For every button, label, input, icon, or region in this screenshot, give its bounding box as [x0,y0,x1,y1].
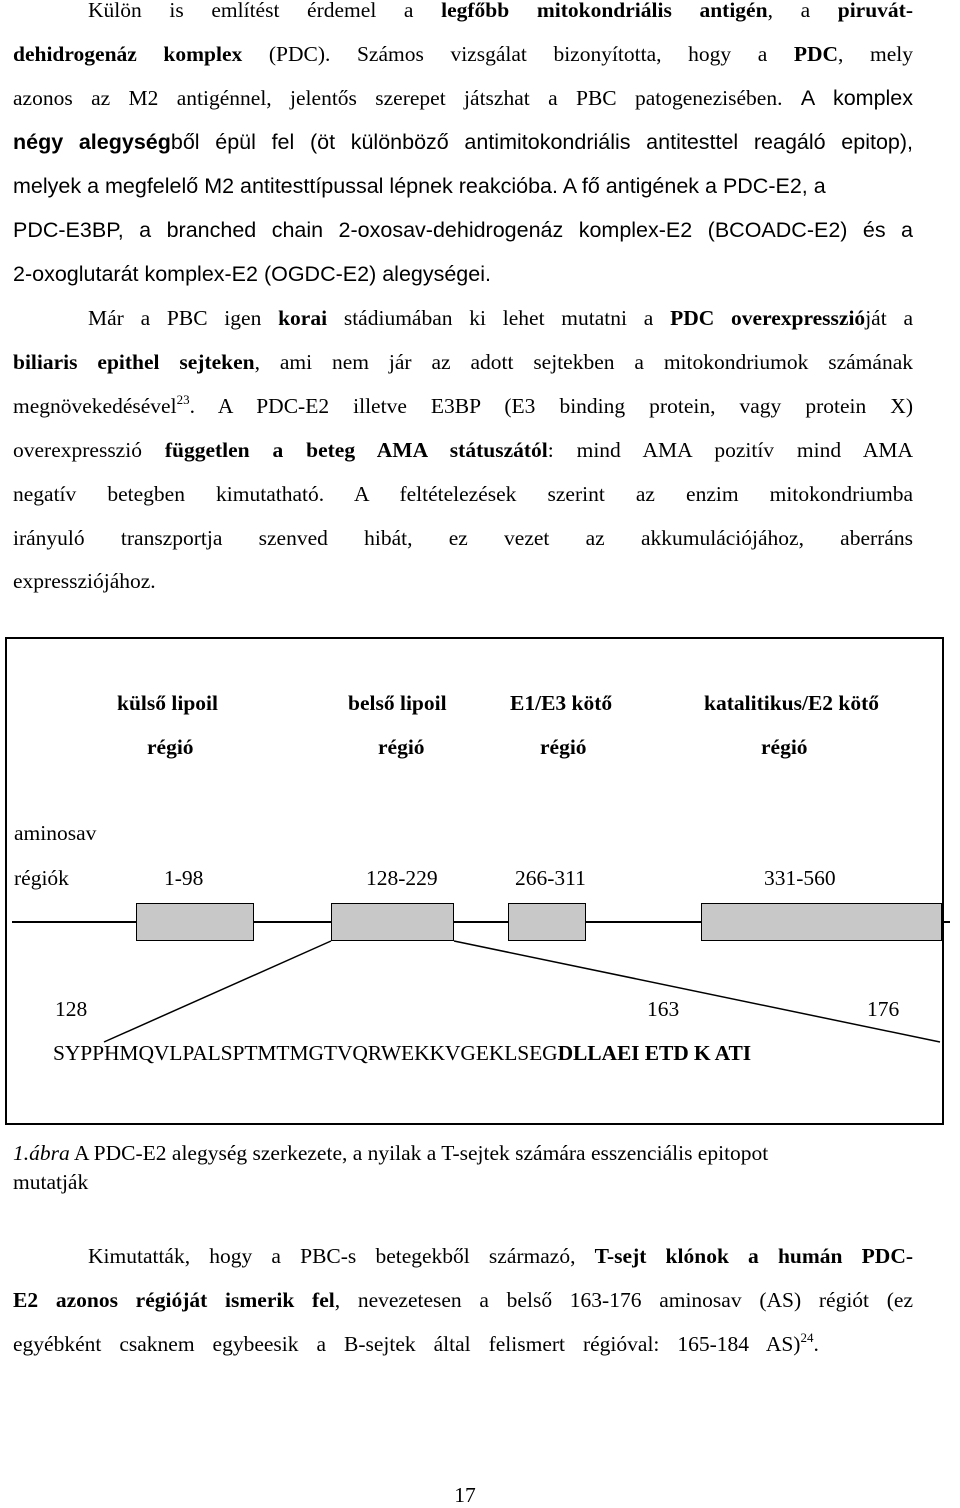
para2-line7: expressziójához. [13,569,156,593]
header-2-line1: belső lipoil [348,691,447,715]
range-4: 331-560 [764,866,836,890]
para3-line3: egyébként csaknem egybeesik a B-sejtek által felismert régióval: 165-184 AS)$^{24}$. [13,1330,819,1356]
range-3: 266-311 [515,866,586,890]
header-3-line1: E1/E3 kötő [510,691,613,715]
para1-line6: PDC-E3BP, a branched chain 2-oxosav-dehidrogenáz komplex-E2 (BCOADC-E2) és a [13,218,913,242]
peptide-sequence: SYPPHMQVLPALSPTMTMGTVQRWEKKVGEKLSEGDLLAEI ETD K ATI [53,1041,751,1065]
para2-line1: Már a PBC igen korai stádiumában ki lehet mutatni a PDC overexpresszióját a [88,306,913,330]
range-2: 128-229 [366,866,438,890]
para3-line2: E2 azonos régióját ismerik fel, nevezetesen a belső 163-176 aminosav (AS) régiót (ez [13,1288,913,1312]
para2-line4: overexpresszió független a beteg AMA státuszától: mind AMA pozitív mind AMA [13,438,913,462]
para3-line1: Kimutatták, hogy a PBC-s betegekből származó, T-sejt klónok a humán PDC- [88,1244,913,1268]
para1-line2: dehidrogenáz komplex (PDC). Számos vizsgálat bizonyította, hogy a PDC, mely [13,42,913,66]
figure-caption-line1: 1.ábra A PDC-E2 alegység szerkezete, a nyilak a T-sejtek számára esszenciális epitopot [13,1141,769,1165]
zoom-line-left [104,941,331,1042]
para1-line4: négy alegységből épül fel (öt különböző antimitokondriális antitesttel reagáló epitop), [13,130,913,154]
pos-start: 128 [55,997,88,1021]
zoom-line-right [454,941,940,1042]
pos-mid: 163 [647,997,680,1021]
para2-line3: megnövekedésével$^{23}$. A PDC-E2 illetve E3BP (E3 binding protein, vagy protein X) [13,392,913,418]
header-3-line2: régió [540,735,587,759]
range-1: 1-98 [164,866,204,890]
para2-line5: negatív betegben kimutatható. A feltételezések szerint az enzim mitokondriumba [13,482,913,506]
para1-line5: melyek a megfelelő M2 antitesttípussal lépnek reakcióba. A fő antigének a PDC-E2, a [13,174,826,198]
para2-line6: irányuló transzportja szenved hibát, ez vezet az akkumulációjához, aberráns [13,526,913,550]
para2-line2: biliaris epithel sejteken, ami nem jár az adott sejtekben a mitokondriumok számának [13,350,913,374]
figure-box [5,637,944,1125]
para1-line3: azonos az M2 antigénnel, jelentős szerepet játszhat a PBC patogenezisében. A komplex [13,86,914,110]
pos-end: 176 [867,997,900,1021]
header-1-line2: régió [147,735,194,759]
page-number: 17 [454,1483,476,1507]
header-1-line1: külső lipoil [117,691,218,715]
row-label-regiok: régiók [14,866,69,890]
row-label-aminosav: aminosav [14,821,97,845]
para1-line1: Külön is említést érdemel a legfőbb mitokondriális antigén, a piruvát- [88,0,913,22]
header-2-line2: régió [378,735,425,759]
header-4-line2: régió [761,735,808,759]
header-4-line1: katalitikus/E2 kötő [704,691,880,715]
figure-caption-line2: mutatják [13,1170,89,1194]
para1-line7: 2-oxoglutarát komplex-E2 (OGDC-E2) alegységei. [13,262,491,286]
